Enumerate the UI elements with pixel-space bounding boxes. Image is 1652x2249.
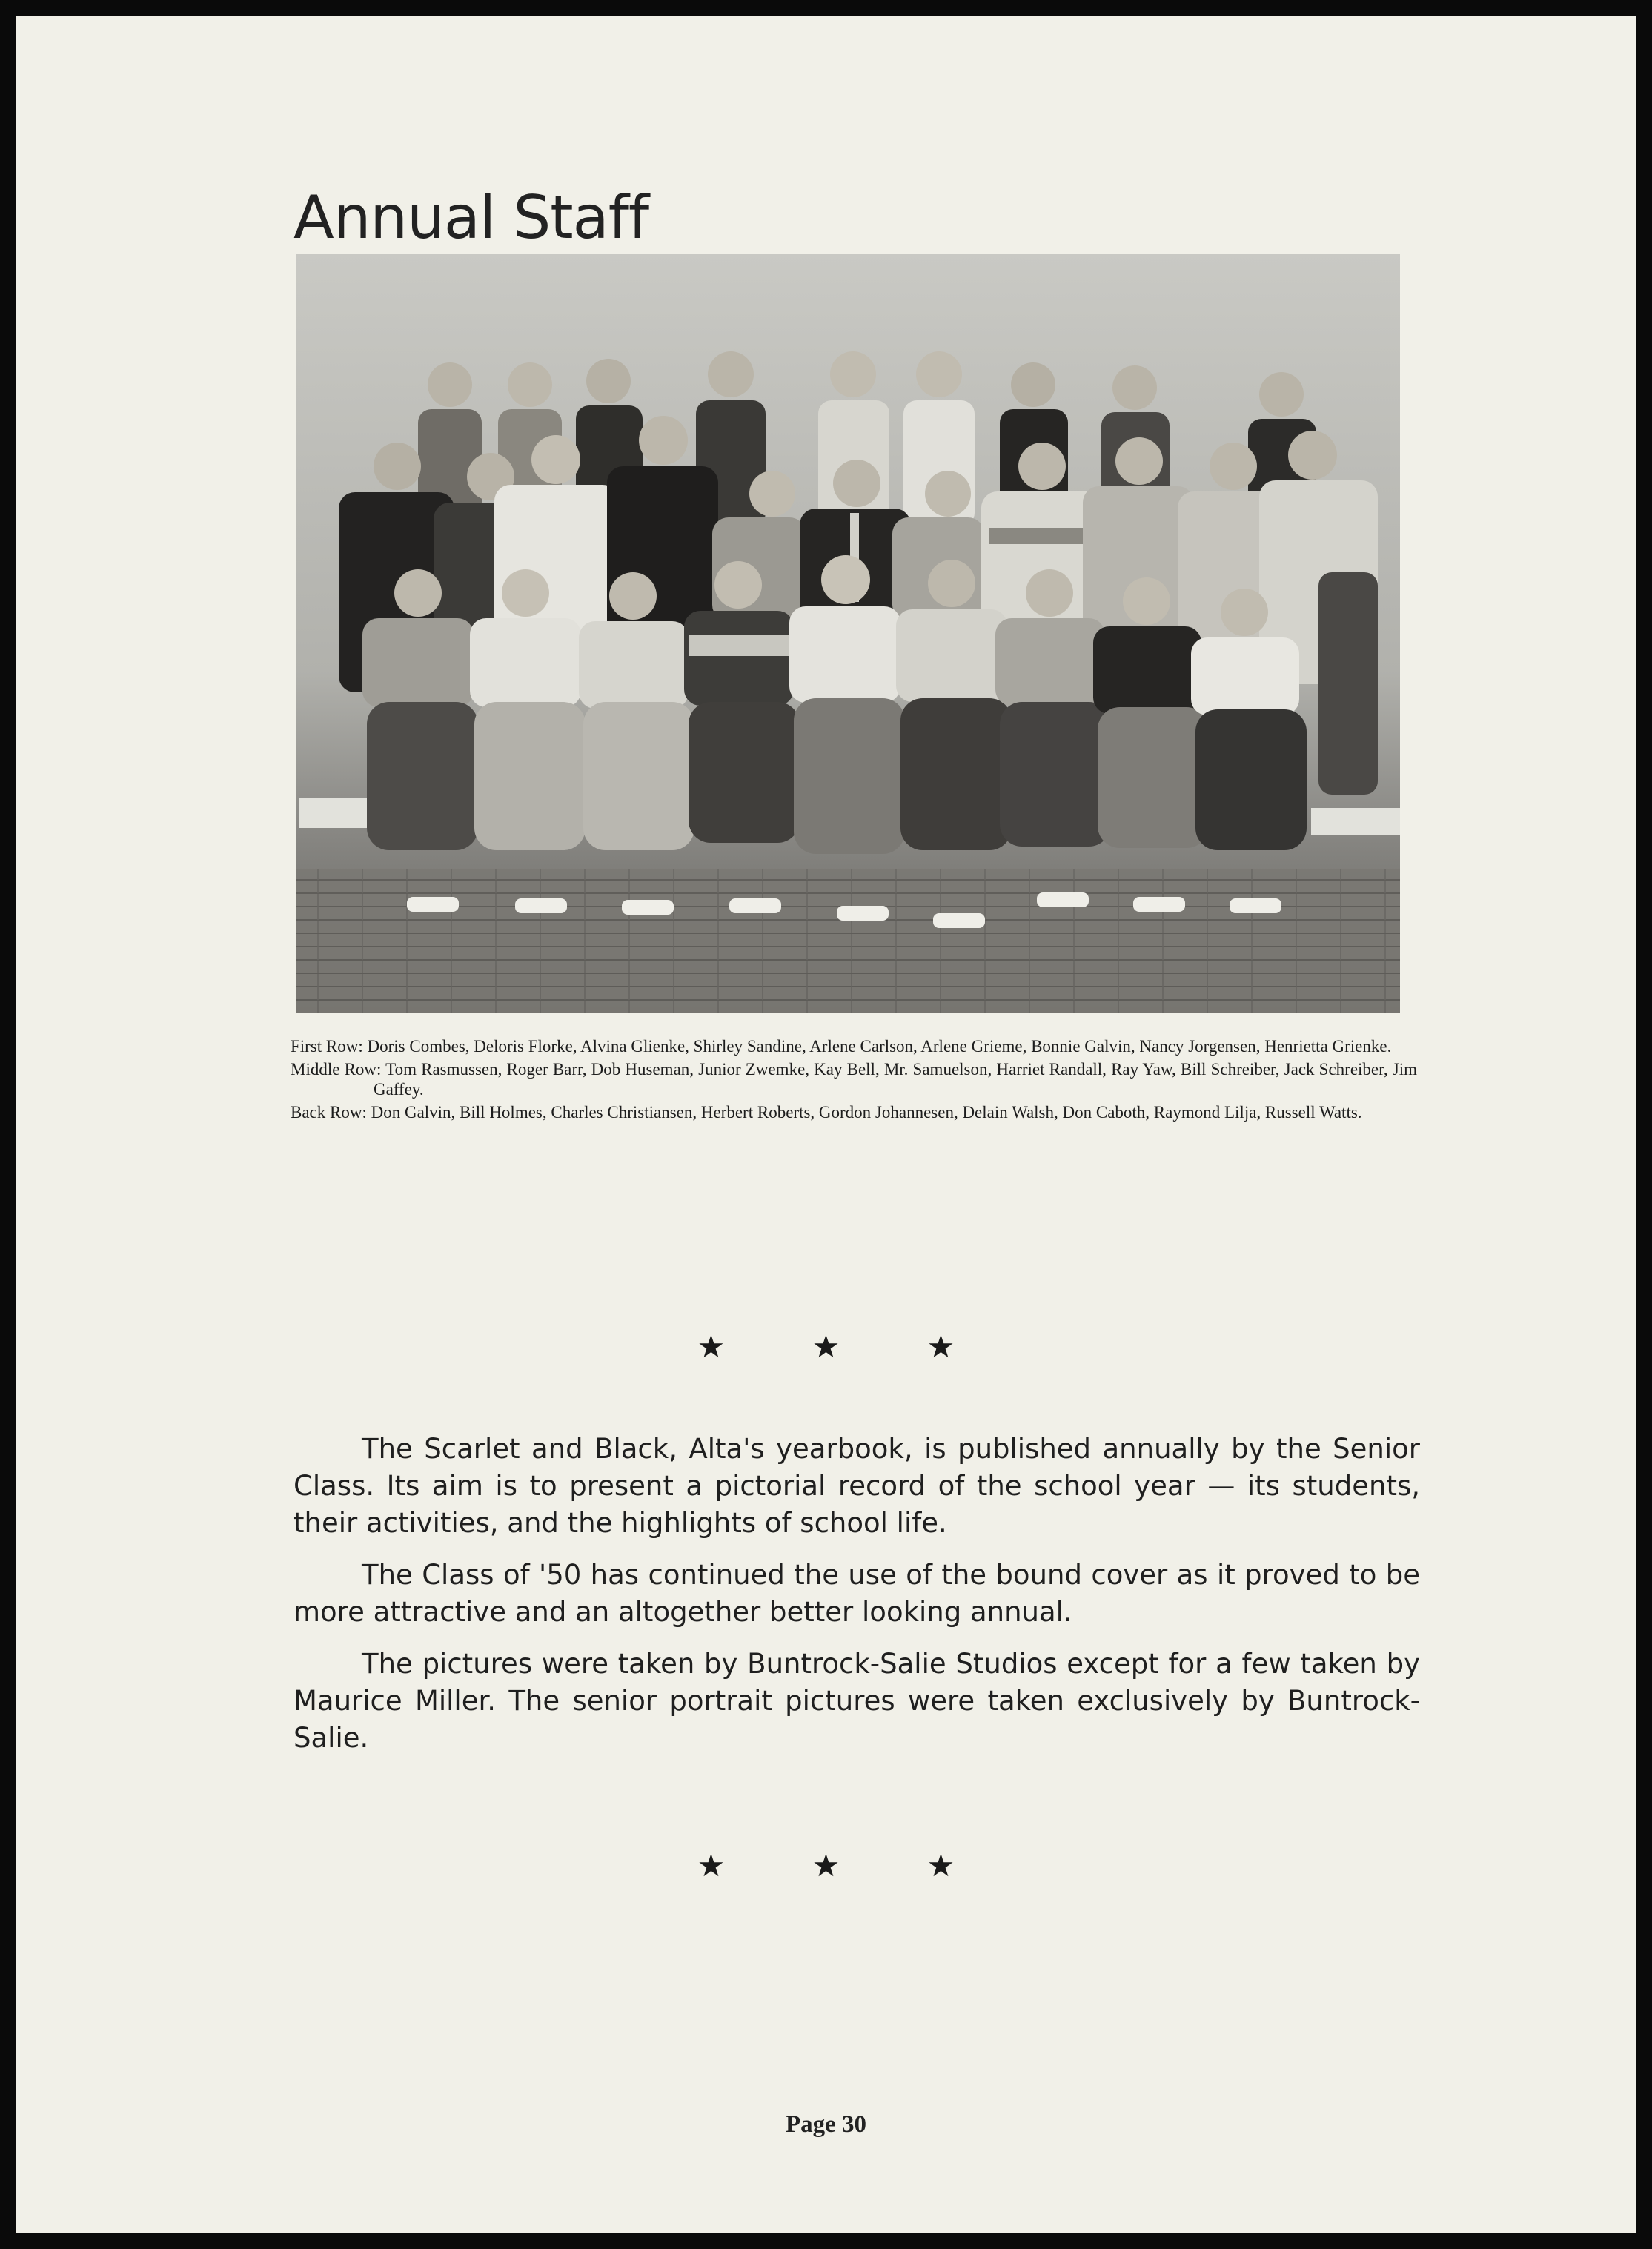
page-number: Page 30: [785, 2111, 867, 2138]
caption-back-row: Back Row: Don Galvin, Bill Holmes, Charles Christiansen, Herbert Roberts, Gordon Johannesen, Delain Walsh, Don Caboth, Raymond Lilja, Russell Watts.: [291, 1103, 1362, 1122]
paragraph-3: The pictures were taken by Buntrock-Salie Studios except for a few taken by Maurice Miller. The senior portrait pictures were taken exclusively by Buntrock-Salie.: [293, 1648, 1420, 1754]
group-photo: [296, 254, 1400, 1013]
caption-middle-row: Middle Row: Tom Rasmussen, Roger Barr, Dob Huseman, Junior Zwemke, Kay Bell, Mr. Samuelson, Harriet Randall, Ray Yaw, Bill Schreiber, Jack Schreiber, Jim Gaffey.: [291, 1060, 1417, 1099]
star-divider-top: ★ ★ ★: [697, 1328, 994, 1365]
caption-first-row: First Row: Doris Combes, Deloris Florke, Alvina Glienke, Shirley Sandine, Arlene Carlson, Arlene Grieme, Bonnie Galvin, Nancy Jorgensen, Henrietta Grienke.: [291, 1037, 1392, 1056]
group-photo-illustration: [296, 254, 1400, 1013]
body-text: [293, 1431, 1420, 1772]
page-title: Annual Staff: [293, 183, 649, 252]
paragraph-2: The Class of '50 has continued the use of the bound cover as it proved to be more attractive and an altogether better looking annual.: [293, 1559, 1420, 1628]
paragraph-1: The Scarlet and Black, Alta's yearbook, is published annually by the Senior Class. Its aim is to present a pictorial record of the school year — its students, their activities, and the highlights of school life.: [293, 1433, 1420, 1539]
yearbook-page: [16, 16, 1636, 2233]
photo-caption: [291, 1036, 1417, 1125]
star-divider-bottom: ★ ★ ★: [697, 1847, 994, 1884]
